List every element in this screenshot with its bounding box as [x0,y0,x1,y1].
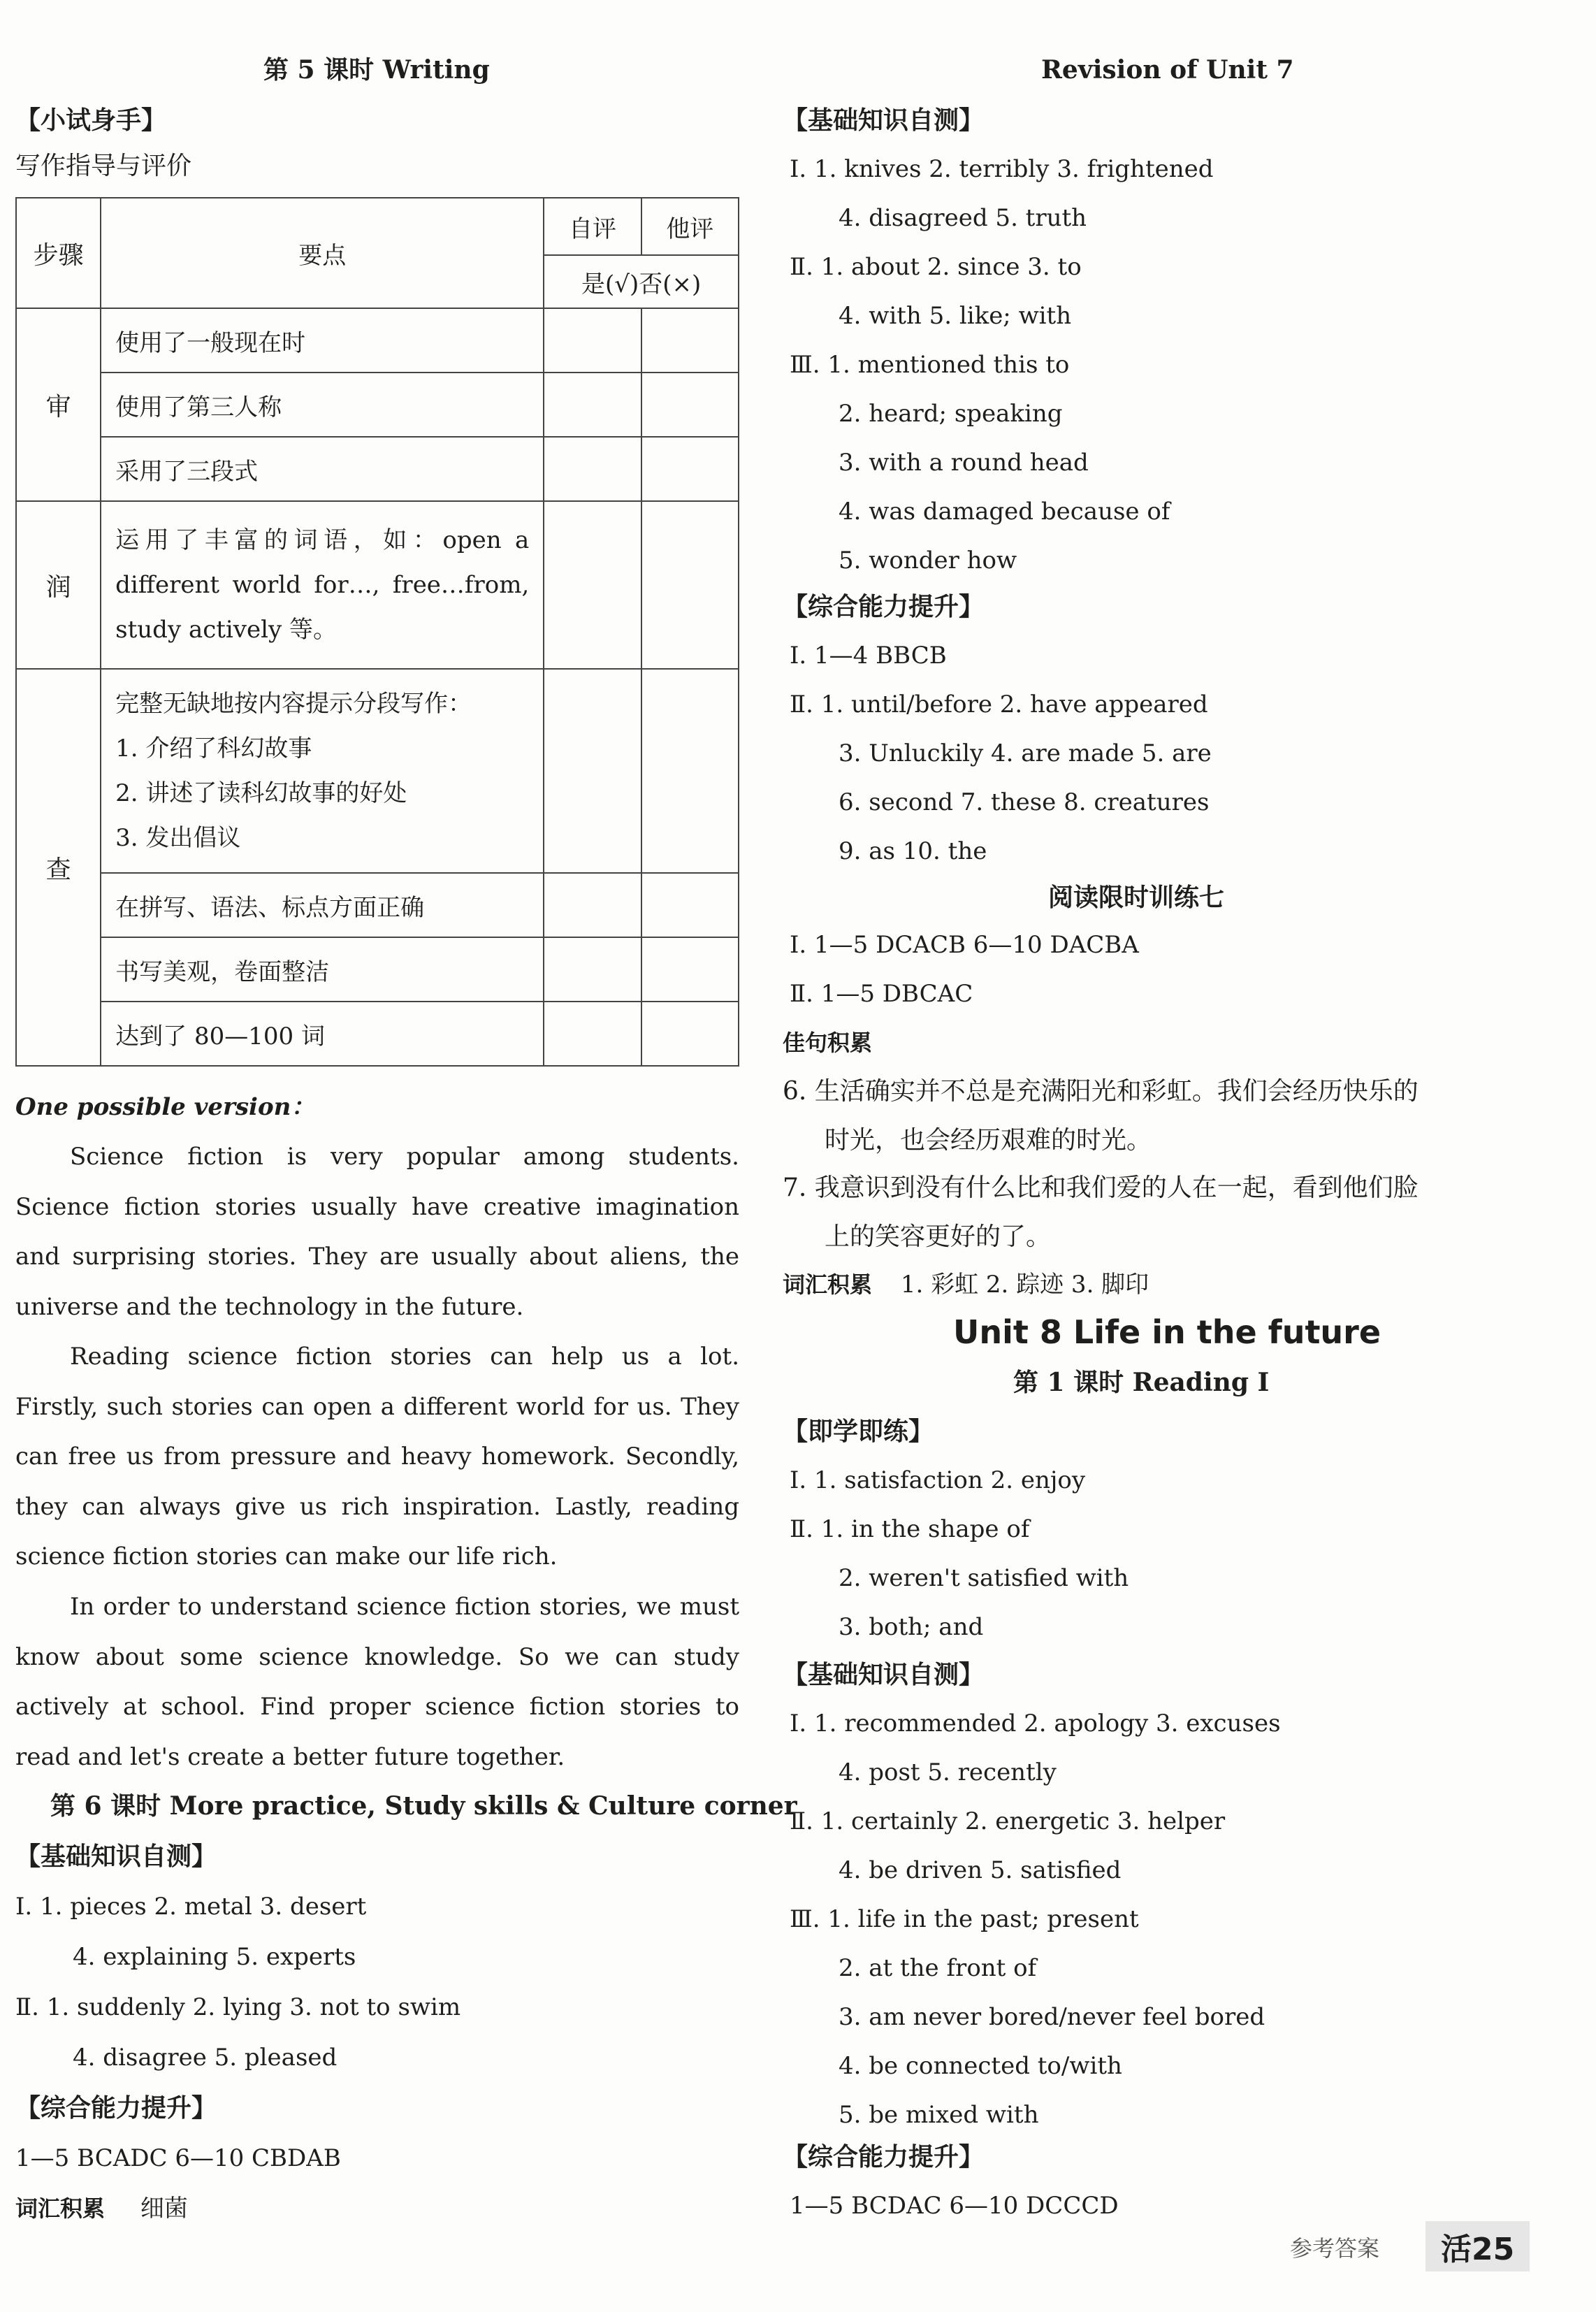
table-header-step: 步骤 [16,198,101,308]
footer-label: 参考答案 [1290,2235,1380,2262]
answer-line: 2. heard; speaking [839,400,1063,428]
group-run: 润 [16,501,101,669]
answer-line: 3. Unluckily 4. are made 5. are [839,739,1212,767]
basic-knowledge-label: 【基础知识自测】 [783,1660,985,1689]
answer-line: Ⅱ. 1. certainly 2. energetic 3. helper [790,1807,1226,1835]
answer-line: Ⅱ. 1. about 2. since 3. to [790,253,1082,281]
answer-line: 6. second 7. these 8. creatures [839,788,1210,816]
sentence-line: 时光，也会经历艰难的时光。 [825,1126,1152,1155]
answer-line: 1—5 BCADC 6—10 CBDAB [15,2144,341,2172]
answer-line: Ⅰ. 1—5 DCACB 6—10 DACBA [790,931,1139,959]
lesson5-title: 第 5 课时 Writing [263,55,490,85]
lesson1-title: 第 1 课时 Reading Ⅰ [1013,1368,1270,1397]
self-eval-cell [544,501,641,669]
sentence-line: 上的笑容更好的了。 [825,1222,1052,1251]
self-eval-cell [544,308,641,373]
answer-line: 3. both; and [839,1613,984,1641]
reading-title: 阅读限时训练七 [1048,883,1225,912]
answer-line: 9. as 10. the [839,837,987,865]
evaluation-table [15,197,739,1067]
peer-eval-cell [641,669,739,873]
ability-label: 【综合能力提升】 [15,2093,217,2123]
table-row-text: 在拼写、语法、标点方面正确 [101,873,544,937]
answer-line: 1—5 BCDAC 6—10 DCCCD [790,2192,1119,2220]
answer-line: Ⅰ. 1. pieces 2. metal 3. desert [15,1893,367,1921]
self-eval-cell [544,1002,641,1066]
essay-paragraph-2: Reading science fiction stories can help us a lot. Firstly, such stories can open a different world for us. They can free us from pressure and heavy homework. Secondly, they can always give us rich inspiration. Lastly, reading science fiction stories can make our life rich. [15,1343,739,1570]
vocab-label: 词汇积累 [783,1271,873,1298]
table-row-text: 使用了一般现在时 [101,308,544,373]
table-header-peer: 他评 [641,198,739,255]
self-eval-cell [544,437,641,501]
peer-eval-cell [641,873,739,937]
lesson6-title: 第 6 课时 More practice, Study skills & Culture corner [50,1791,797,1821]
self-eval-cell [544,669,641,873]
guide-label: 写作指导与评价 [15,152,192,180]
table-header-yesno: 是(√)否(×) [544,255,739,308]
answer-line: 4. post 5. recently [839,1758,1057,1786]
answer-line: 4. with 5. like; with [839,302,1072,330]
table-row-text: 3. 发出倡议 [115,824,241,852]
answer-line: 5. be mixed with [839,2101,1039,2129]
table-row-multiline [101,669,544,873]
essay-paragraph-1: Science fiction is very popular among students. Science fiction stories usually have creative imagination and surprising stories. They are usually about aliens, the universe and the technology in the future. [15,1143,739,1321]
answer-line: Ⅰ. 1. satisfaction 2. enjoy [790,1466,1086,1494]
group-shen: 审 [16,308,101,501]
answer-line: 3. with a round head [839,449,1089,477]
answer-line: Ⅲ. 1. mentioned this to [790,351,1070,379]
answer-line: 4. was damaged because of [839,498,1170,526]
try-label: 【小试身手】 [15,106,167,135]
answer-line: Ⅱ. 1—5 DBCAC [790,980,973,1008]
table-row-text: 采用了三段式 [101,437,544,501]
vocab-value: 1. 彩虹 2. 踪迹 3. 脚印 [900,1271,1149,1299]
table-row-text: 达到了 80—100 词 [101,1002,544,1066]
table-row-text: 完整无缺地按内容提示分段写作： [115,690,472,718]
essay-paragraph-3: In order to understand science fiction stories, we must know about some science knowledge. So we can study actively at school. Find proper science fiction stories to read and let's create a better future together. [15,1593,739,1771]
peer-eval-cell [641,437,739,501]
answer-line: 2. weren't satisfied with [839,1564,1129,1592]
answer-line: 4. disagreed 5. truth [839,204,1087,232]
peer-eval-cell [641,501,739,669]
table-row-text: 运用了丰富的词语，如：open a different world for…, free…from, study actively 等。 [101,501,544,669]
unit8-title: Unit 8 Life in the future [953,1313,1381,1351]
answer-line: Ⅰ. 1. recommended 2. apology 3. excuses [790,1710,1281,1737]
answer-line: Ⅲ. 1. life in the past; present [790,1905,1139,1933]
self-eval-cell [544,937,641,1002]
table-header-self: 自评 [544,198,641,255]
answer-line: 5. wonder how [839,547,1017,575]
group-cha: 查 [16,669,101,1066]
ability-label: 【综合能力提升】 [783,2142,985,2172]
sentence-label: 佳句积累 [783,1029,873,1056]
answer-line: Ⅱ. 1. suddenly 2. lying 3. not to swim [15,1993,461,2021]
basic-knowledge-label: 【基础知识自测】 [783,106,985,135]
table-header-point: 要点 [101,198,544,308]
peer-eval-cell [641,937,739,1002]
page-number: 活25 [1425,2221,1530,2271]
table-row-text: 书写美观，卷面整洁 [101,937,544,1002]
self-eval-cell [544,373,641,437]
revision-title: Revision of Unit 7 [1041,55,1294,85]
answer-line: 4. be driven 5. satisfied [839,1856,1122,1884]
vocab-row [783,1269,1149,1300]
table-row-text: 1. 介绍了科幻故事 [115,735,312,763]
vocab-value: 细菌 [140,2195,188,2223]
vocab-label: 词汇积累 [15,2195,106,2222]
answer-line: Ⅱ. 1. in the shape of [790,1515,1030,1543]
table-row-text: 使用了第三人称 [101,373,544,437]
answer-line: 3. am never bored/never feel bored [839,2003,1265,2031]
practice-label: 【即学即练】 [783,1417,934,1446]
answer-line: 4. disagree 5. pleased [73,2044,338,2072]
ability-label: 【综合能力提升】 [783,592,985,621]
version-label: One possible version： [15,1093,315,1121]
peer-eval-cell [641,308,739,373]
sentence-line: 7. 我意识到没有什么比和我们爱的人在一起，看到他们脸 [783,1173,1419,1202]
vocab-row [15,2193,188,2224]
peer-eval-cell [641,373,739,437]
answer-line: 4. explaining 5. experts [73,1943,356,1971]
answer-line: 4. be connected to/with [839,2052,1122,2080]
answer-line: Ⅰ. 1. knives 2. terribly 3. frightened [790,155,1214,183]
table-row-text: 2. 讲述了读科幻故事的好处 [115,779,407,807]
sentence-line: 6. 生活确实并不总是充满阳光和彩虹。我们会经历快乐的 [783,1077,1419,1106]
peer-eval-cell [641,1002,739,1066]
answer-line: 2. at the front of [839,1954,1037,1982]
answer-line: Ⅱ. 1. until/before 2. have appeared [790,691,1208,718]
basic-knowledge-label: 【基础知识自测】 [15,1842,217,1871]
self-eval-cell [544,873,641,937]
answer-line: Ⅰ. 1—4 BBCB [790,642,947,670]
